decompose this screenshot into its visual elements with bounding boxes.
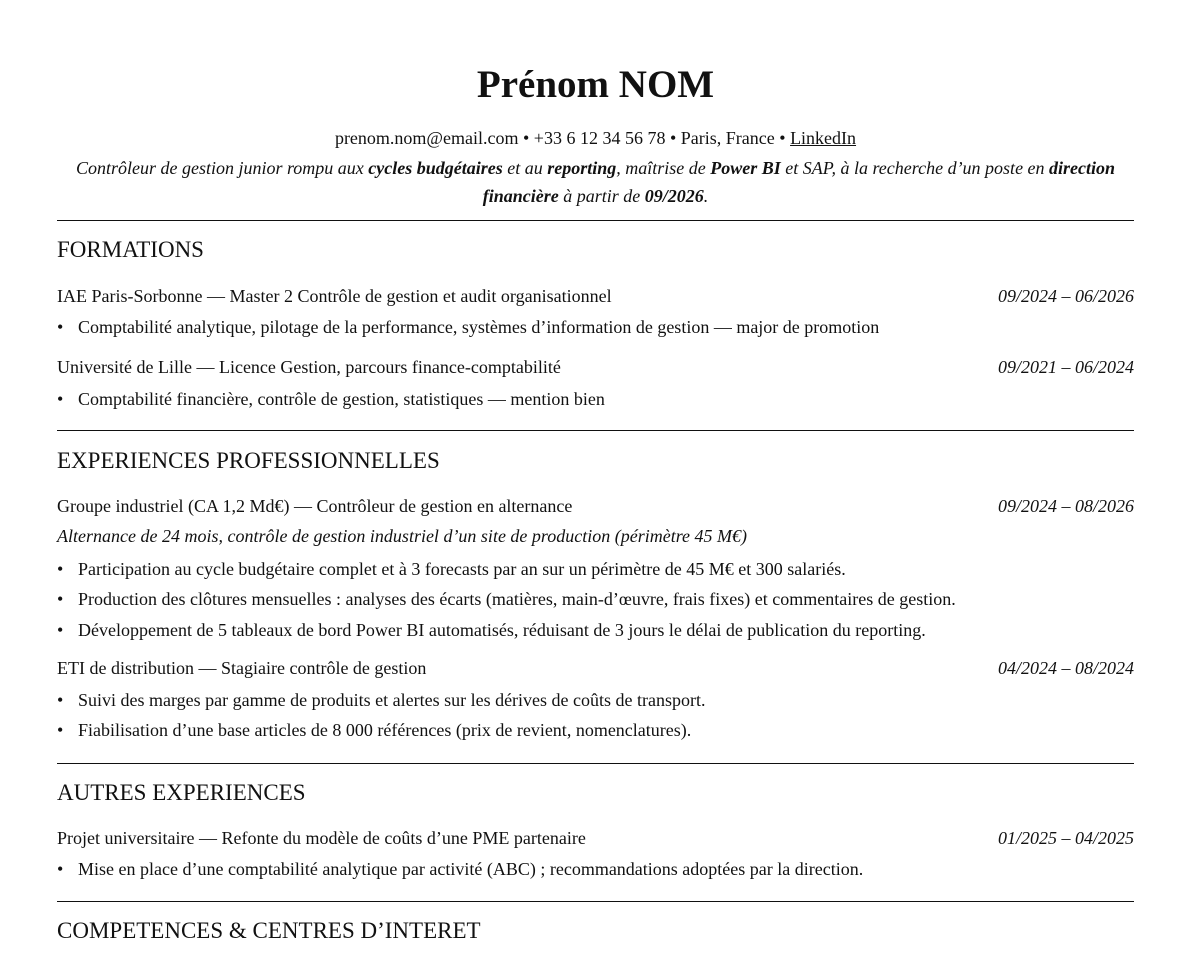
section-divider	[57, 901, 1134, 902]
bullet-glyph: •	[57, 559, 64, 579]
bullet-text: Participation au cycle budgétaire complet et à 3 forecasts par an sur un périmètre de 45 M€ et 300 salariés.	[78, 559, 846, 579]
profile-summary	[57, 154, 1134, 210]
bullet-text: Comptabilité analytique, pilotage de la performance, systèmes d’information de gestion — major de promotion	[78, 317, 880, 337]
section-title-experiences: EXPERIENCES PROFESSIONNELLES	[57, 448, 440, 473]
bullet-text: Fiabilisation d’une base articles de 8 000 références (prix de revient, nomenclatures).	[78, 720, 692, 740]
contact-separator: •	[665, 128, 681, 148]
entry-title: ETI de distribution — Stagiaire contrôle de gestion	[57, 658, 427, 678]
entry-date: 09/2024 – 06/2026	[997, 286, 1134, 306]
summary-text: .	[703, 186, 709, 206]
entry-subtitle: Alternance de 24 mois, contrôle de gestion industriel d’un site de production (périmètre 45 M€)	[57, 526, 748, 546]
summary-text: à partir de	[558, 186, 645, 206]
contact-location: Paris, France	[680, 128, 775, 148]
linkedin-link[interactable]: LinkedIn	[790, 128, 857, 148]
other-experience-entry	[57, 826, 1134, 850]
summary-keyword: cycles budgétaires	[368, 158, 503, 178]
entry-date: 09/2024 – 08/2026	[997, 496, 1134, 516]
contact-separator: •	[518, 128, 534, 148]
section-divider	[57, 763, 1134, 764]
bullet-glyph: •	[57, 317, 64, 337]
section-divider	[57, 430, 1134, 431]
bullet-text: Mise en place d’une comptabilité analytique par activité (ABC) ; recommandations adoptées par la direction.	[78, 859, 864, 879]
education-entry	[57, 284, 1134, 308]
bullet-text: Suivi des marges par gamme de produits et alertes sur les dérives de coûts de transport.	[78, 690, 706, 710]
bullet-item	[57, 587, 1134, 611]
experience-entry	[57, 656, 1134, 680]
bullet-text: Comptabilité financière, contrôle de gestion, statistiques — mention bien	[78, 389, 605, 409]
summary-keyword: Power BI	[710, 158, 781, 178]
bullet-item	[57, 688, 1134, 712]
contact-separator: •	[774, 128, 791, 148]
bullet-glyph: •	[57, 720, 64, 740]
summary-keyword: reporting	[547, 158, 617, 178]
bullet-glyph: •	[57, 389, 64, 409]
entry-date: 04/2024 – 08/2024	[997, 658, 1134, 678]
summary-text: et au	[502, 158, 548, 178]
entry-title: IAE Paris-Sorbonne — Master 2 Contrôle de gestion et audit organisationnel	[57, 286, 612, 306]
bullet-text: Production des clôtures mensuelles : analyses des écarts (matières, main-d’œuvre, frais fixes) et commentaires de gestion.	[78, 589, 956, 609]
contact-line	[57, 126, 1134, 150]
section-title-autres: AUTRES EXPERIENCES	[57, 780, 306, 805]
entry-title: Projet universitaire — Refonte du modèle de coûts d’une PME partenaire	[57, 828, 586, 848]
bullet-glyph: •	[57, 620, 64, 640]
bullet-item	[57, 857, 1134, 881]
bullet-item	[57, 557, 1134, 581]
entry-date: 09/2021 – 06/2024	[997, 357, 1134, 377]
bullet-item	[57, 315, 1134, 339]
summary-keyword: direction financière	[482, 158, 1116, 206]
entry-date: 01/2025 – 04/2025	[997, 828, 1134, 848]
bullet-glyph: •	[57, 589, 64, 609]
experience-entry	[57, 494, 1134, 518]
contact-phone: +33 6 12 34 56 78	[533, 128, 666, 148]
summary-text: et SAP, à la recherche d’un poste en	[780, 158, 1050, 178]
bullet-item	[57, 718, 1134, 742]
summary-text: , maîtrise de	[616, 158, 711, 178]
summary-text: Contrôleur de gestion junior rompu aux	[75, 158, 369, 178]
contact-email: prenom.nom@email.com	[334, 128, 519, 148]
entry-title: Groupe industriel (CA 1,2 Md€) — Contrôleur de gestion en alternance	[57, 496, 573, 516]
bullet-glyph: •	[57, 859, 64, 879]
entry-title: Université de Lille — Licence Gestion, parcours finance-comptabilité	[57, 357, 561, 377]
bullet-text: Développement de 5 tableaux de bord Power BI automatisés, réduisant de 3 jours le délai de publication du reporting.	[78, 620, 926, 640]
bullet-item	[57, 387, 1134, 411]
summary-keyword: 09/2026	[644, 186, 704, 206]
education-entry	[57, 355, 1134, 379]
section-title-formations: FORMATIONS	[57, 237, 204, 262]
bullet-item	[57, 618, 1134, 642]
bullet-glyph: •	[57, 690, 64, 710]
candidate-name: Prénom NOM	[476, 63, 715, 106]
section-divider	[57, 220, 1134, 221]
section-title-competences: COMPETENCES & CENTRES D’INTERET	[57, 918, 481, 943]
